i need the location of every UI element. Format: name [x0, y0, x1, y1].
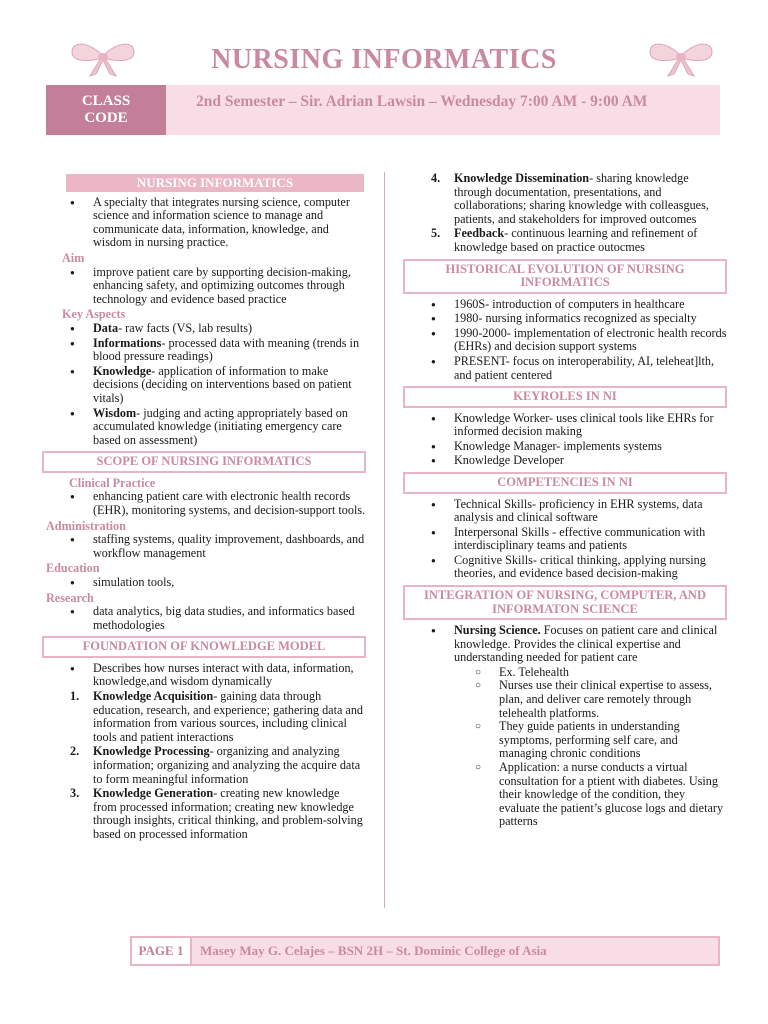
list-item: ● enhancing patient care with electronic health records (EHR), monitoring systems, and decision-support tools. — [42, 490, 366, 517]
item-number: 4. — [431, 171, 441, 185]
numbered-item — [403, 172, 727, 226]
desc: - creating new knowledge from processed information; creating new knowledge through insights, critical thinking, and problem-solving based on processed information — [93, 786, 363, 841]
class-code-label — [46, 85, 166, 135]
list-item: ● Interpersonal Skills - effective communication with interdisciplinary teams and patients — [403, 526, 727, 553]
section-heading-scope: SCOPE OF NURSING INFORMATICS — [42, 451, 366, 473]
term: Wisdom — [93, 405, 137, 420]
term: Knowledge Generation — [93, 786, 214, 801]
footer-text: Masey May G. Celajes – BSN 2H – St. Dominic College of Asia — [200, 943, 547, 958]
list-item: ● Cognitive Skills- critical thinking, applying nursing theories, and evidence based decision-making — [403, 554, 727, 581]
term: Data — [93, 320, 119, 335]
item-number: 5. — [431, 226, 441, 241]
numbered-item — [42, 787, 366, 841]
list-item — [403, 624, 727, 665]
term: Knowledge Processing — [93, 744, 210, 759]
column-divider — [384, 172, 385, 908]
list-item: ● Describes how nurses interact with data, information, knowledge,and wisdom dynamically — [42, 662, 366, 689]
term: Informations — [93, 335, 162, 350]
list-item: ● 1960S- introduction of computers in healthcare — [403, 298, 727, 312]
list-item — [42, 365, 366, 406]
desc: - application of information to make decisions (deciding on interventions based on patient vitals) — [93, 363, 352, 405]
section-heading-historical-evolution: HISTORICAL EVOLUTION OF NURSING INFORMATICS — [403, 259, 727, 294]
numbered-item — [42, 745, 366, 786]
desc: - raw facts (VS, lab results) — [118, 320, 253, 335]
numbered-item — [403, 227, 727, 254]
list-item: ● 1980- nursing informatics recognized as specialty — [403, 312, 727, 326]
page-number: PAGE 1 — [132, 938, 192, 964]
section-heading-keyroles: KEYROLES IN NI — [403, 386, 727, 408]
list-item — [42, 337, 366, 364]
sub-list-item: ○ Nurses use their clinical expertise to assess, plan, and deliver care remotely through telehealth platforms. — [403, 679, 727, 720]
term: Feedback — [454, 226, 505, 241]
list-item: ● improve patient care by supporting decision-making, enhancing safety, and optimizing outcomes through technology and evidence based practice — [42, 266, 366, 307]
class-code-label-line1: CLASS — [81, 93, 131, 109]
desc: - continuous learning and refinement of knowledge based on practice outocmes — [454, 226, 698, 254]
section-heading-foundation-of-knowledge: FOUNDATION OF KNOWLEDGE MODEL — [42, 636, 366, 658]
class-info-text: 2nd Semester – Sir. Adrian Lawsin – Wednesday 7:00 AM - 9:00 AM — [196, 93, 648, 110]
list-item: ● Knowledge Manager- implements systems — [403, 440, 727, 454]
list-item: ● simulation tools, — [42, 576, 366, 590]
list-item: ● PRESENT- focus on interoperability, AI, teleheat]lth, and patient centered — [403, 355, 727, 382]
desc: - organizing and analyzing information; organizing and analyzing the acquire data to form meaningful information — [93, 744, 361, 786]
desc: - judging and acting appropriately based on accumulated knowledge (initiating emergency care based on assessment) — [93, 405, 348, 447]
numbered-item — [42, 690, 366, 744]
page-footer — [130, 936, 720, 966]
list-item — [42, 322, 366, 336]
page-title: NURSING INFORMATICS — [211, 44, 557, 75]
item-number: 1. — [70, 689, 80, 703]
right-column — [403, 172, 727, 829]
item-number: 2. — [70, 744, 80, 759]
subheading-research: Research — [46, 590, 94, 605]
left-column — [42, 172, 366, 843]
subheading-aim: Aim — [62, 250, 85, 265]
list-item: ● Knowledge Worker- uses clinical tools like EHRs for informed decision making — [403, 412, 727, 439]
term: Knowledge Dissemination — [454, 171, 590, 185]
class-code-label-line2: CODE — [84, 110, 128, 126]
term: Knowledge — [93, 363, 152, 378]
list-item: ● Technical Skills- proficiency in EHR systems, data analysis and clinical software — [403, 498, 727, 525]
list-item: ● A specialty that integrates nursing science, computer science and information science to manage and communicate data, information, knowledge, and wisdom in nursing practice. — [42, 196, 366, 250]
section-heading-competencies: COMPETENCIES IN NI — [403, 472, 727, 494]
sub-list-item: ○ Application: a nurse conducts a virtual consultation for a ptient with diabetes. Using their knowledge of the condition, they evaluate the patient’s glucose logs and dietary patterns — [403, 761, 727, 829]
desc: Focuses on patient care and clinical knowledge. Provides the clinical expertise and understanding needed for patient care — [454, 623, 718, 665]
section-heading-integration: INTEGRATION OF NURSING, COMPUTER, AND INFORMATON SCIENCE — [403, 585, 727, 620]
class-info — [166, 85, 720, 135]
list-item — [42, 407, 366, 448]
subheading-key-aspects: Key Aspects — [62, 307, 126, 322]
term: Knowledge Acquisition — [93, 689, 214, 703]
desc: - processed data with meaning (trends in blood pressure readings) — [93, 335, 360, 364]
list-item: ● 1990-2000- implementation of electronic health records (EHRs) and decision support systems — [403, 327, 727, 354]
list-item: ● Knowledge Developer — [403, 454, 727, 468]
sub-list-item: ○ Ex. Telehealth — [403, 666, 727, 680]
list-item: ● data analytics, big data studies, and informatics based methodologies — [42, 605, 366, 632]
section-heading-nursing-informatics: NURSING INFORMATICS — [66, 174, 364, 192]
list-item: ● staffing systems, quality improvement, dashboards, and workflow management — [42, 533, 366, 560]
term: Nursing Science. — [454, 623, 541, 638]
subheading-clinical-practice: Clinical Practice — [69, 475, 156, 490]
subheading-education: Education — [46, 561, 100, 576]
desc: - gaining data through education, research, and experience; gathering data and information from various sources, including clinical tools and patient interactions — [93, 689, 364, 744]
subheading-administration: Administration — [46, 518, 126, 533]
item-number: 3. — [70, 786, 80, 801]
desc: - sharing knowledge through documentation, presentations, and collaborations; sharing knowledge with colleasgues, patients, and stakeholders for improved outcomes — [454, 171, 709, 226]
sub-list-item: ○ They guide patients in understanding symptoms, performing self care, and managing chronic conditions — [403, 720, 727, 761]
